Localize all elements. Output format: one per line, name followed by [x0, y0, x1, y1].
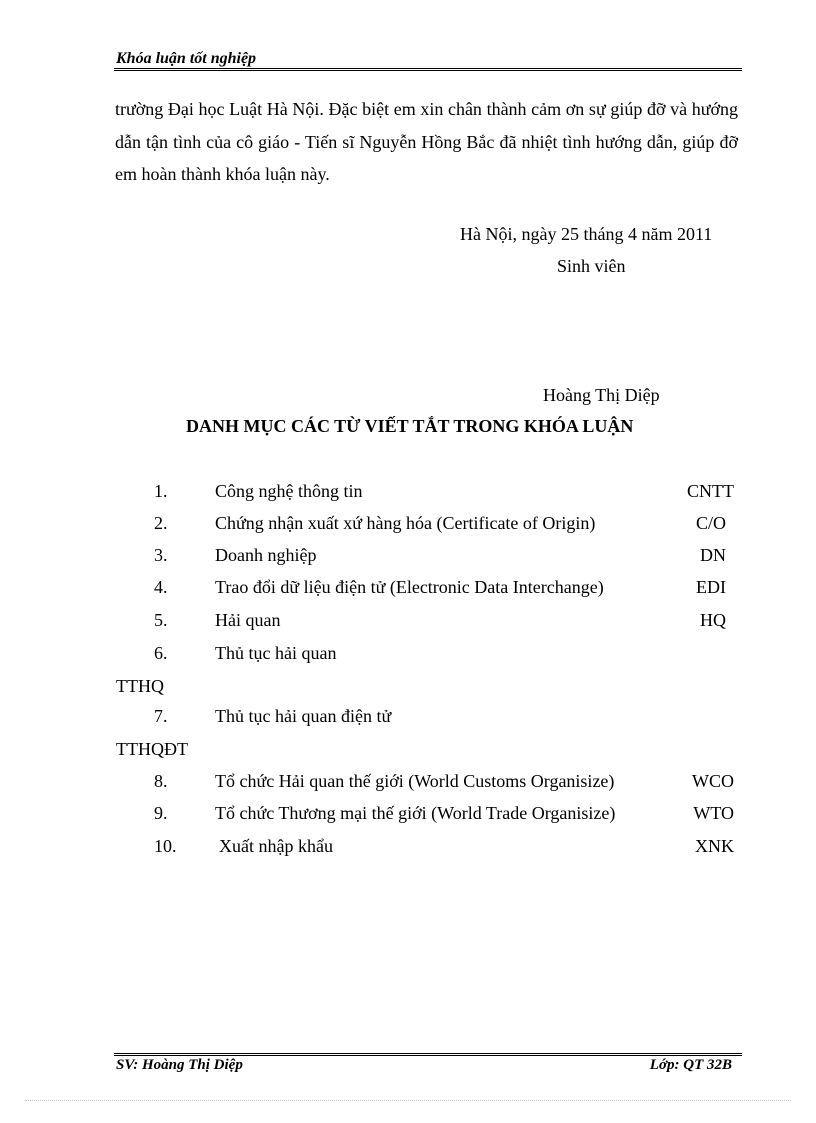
signature-date: Hà Nội, ngày 25 tháng 4 năm 2011: [460, 224, 713, 244]
abbreviation-row: [0, 481, 816, 511]
abbreviation-row: [0, 643, 816, 673]
abbreviation-term: Thủ tục hải quan: [215, 643, 337, 663]
abbreviation-row: [0, 706, 816, 736]
abbreviation-row: [0, 545, 816, 575]
abbreviation-code-wrapped: TTHQĐT: [116, 739, 188, 759]
abbreviation-number: 7.: [154, 706, 168, 726]
intro-paragraph: trường Đại học Luật Hà Nội. Đặc biệt em xin chân thành cảm ơn sự giúp đỡ và hướng dẫn tận tình của cô giáo - Tiến sĩ Nguyễn Hồng Bắc đã nhiệt tình hướng dẫn, giúp đỡ em hoàn thành khóa luận này.: [115, 99, 738, 184]
abbreviation-number: 8.: [154, 771, 168, 791]
signature-role: Sinh viên: [557, 256, 626, 276]
abbreviation-term: Chứng nhận xuất xứ hàng hóa (Certificate of Origin): [215, 513, 596, 533]
abbreviation-row: [0, 610, 816, 640]
abbreviation-number: 1.: [154, 481, 168, 501]
footer-student: SV: Hoàng Thị Diệp: [116, 1057, 243, 1073]
abbreviation-term: Xuất nhập khẩu: [219, 836, 333, 856]
abbreviation-row: [0, 803, 816, 833]
abbreviation-term: Tổ chức Thương mại thế giới (World Trade Organisize): [215, 803, 616, 823]
abbreviation-row: [0, 513, 816, 543]
abbreviation-term: Trao đổi dữ liệu điện tử (Electronic Data Interchange): [215, 577, 604, 597]
abbreviation-code: HQ: [700, 610, 726, 630]
abbreviation-number: 4.: [154, 577, 168, 597]
abbreviation-term: Doanh nghiệp: [215, 545, 317, 565]
footer-class: Lớp: QT 32B: [649, 1057, 732, 1073]
abbreviation-row: [0, 771, 816, 801]
abbreviation-code: CNTT: [687, 481, 734, 501]
footer-divider: [114, 1053, 742, 1056]
abbreviation-number: 2.: [154, 513, 168, 533]
running-header-title: Khóa luận tốt nghiệp: [116, 50, 257, 67]
abbreviation-code: C/O: [695, 513, 726, 533]
abbreviation-number: 9.: [154, 803, 168, 823]
abbreviation-list-title: DANH MỤC CÁC TỪ VIẾT TẮT TRONG KHÓA LUẬN: [186, 416, 634, 436]
header-divider: [114, 68, 742, 71]
abbreviation-number: 5.: [154, 610, 168, 630]
abbreviation-term: Thủ tục hải quan điện tử: [215, 706, 392, 726]
abbreviation-code: WCO: [692, 771, 734, 791]
abbreviation-term: Hải quan: [215, 610, 281, 630]
signature-name: Hoàng Thị Diệp: [543, 385, 660, 405]
abbreviation-term: Công nghệ thông tin: [215, 481, 363, 501]
abbreviation-number: 6.: [154, 643, 168, 663]
abbreviation-code: DN: [700, 545, 726, 565]
abbreviation-row: [0, 577, 816, 607]
abbreviation-term: Tổ chức Hải quan thế giới (World Customs Organisize): [215, 771, 615, 791]
abbreviation-code-wrapped: TTHQ: [116, 676, 164, 696]
abbreviation-code: EDI: [696, 577, 726, 597]
page-bottom-edge: [25, 1100, 791, 1101]
abbreviation-code: XNK: [695, 836, 734, 856]
abbreviation-row: [0, 836, 816, 866]
abbreviation-number: 10.: [154, 836, 177, 856]
abbreviation-code: WTO: [693, 803, 734, 823]
abbreviation-number: 3.: [154, 545, 168, 565]
